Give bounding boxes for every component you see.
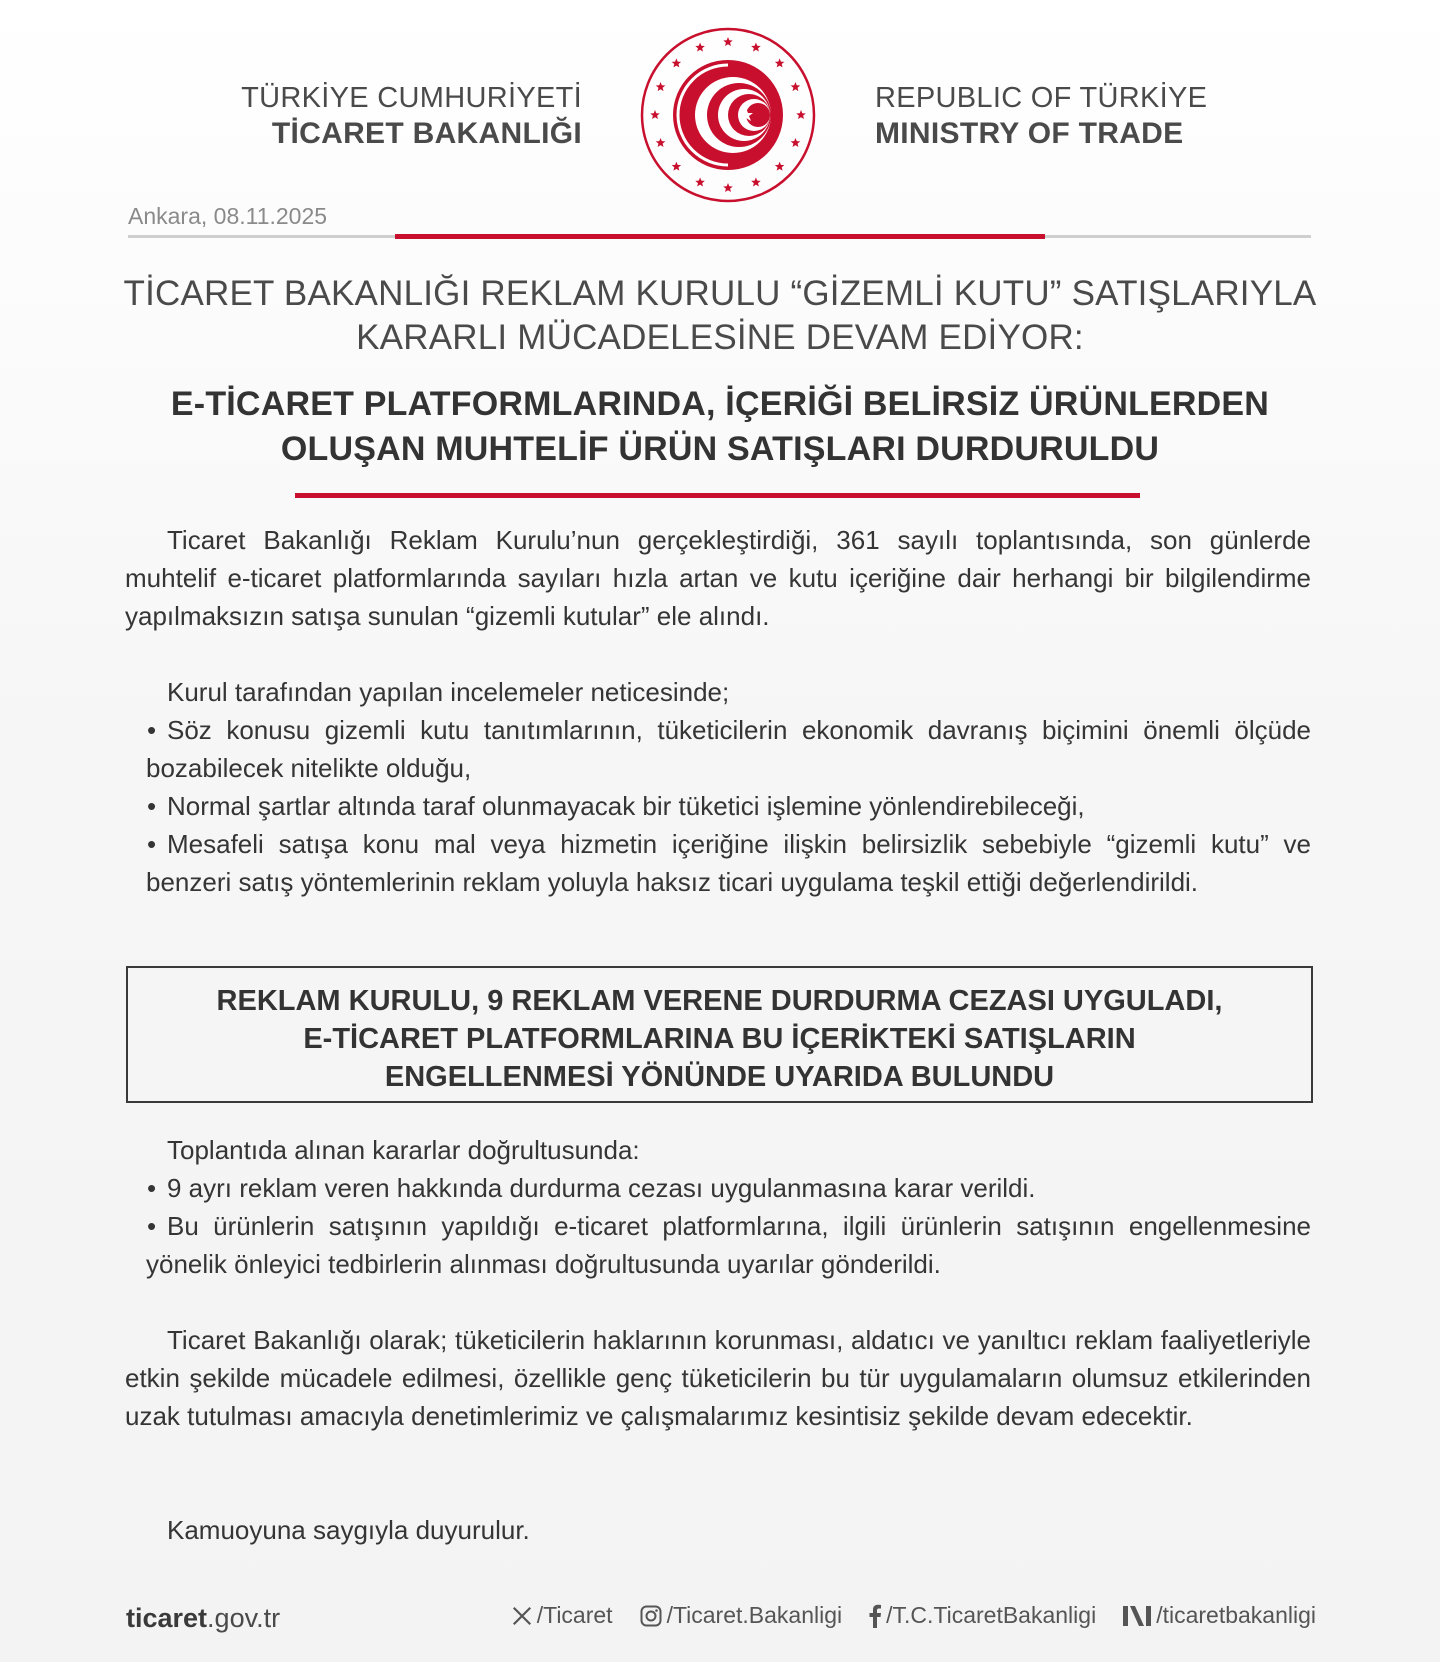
social-facebook[interactable]: /T.C.TicaretBakanligi	[868, 1602, 1096, 1629]
paragraph-commitment	[125, 1321, 1311, 1435]
release-date: Ankara, 08.11.2025	[128, 203, 328, 229]
emblem-star-icon	[751, 177, 761, 186]
header-en-line2: MINISTRY OF TRADE	[875, 117, 1184, 150]
emblem-star-icon	[695, 177, 705, 186]
emblem-star-icon	[695, 43, 705, 52]
social-x[interactable]: /Ticaret	[511, 1602, 613, 1629]
highlight-line2: E-TİCARET PLATFORMLARINA BU İÇERİKTEKİ SATIŞLARIN	[303, 1023, 1136, 1055]
headline-line1: E-TİCARET PLATFORMLARINDA, İÇERİĞİ BELİRSİZ ÜRÜNLERDEN	[170, 385, 1270, 423]
social-nsosyal[interactable]: /ticaretbakanligi	[1122, 1602, 1316, 1629]
emblem-star-icon	[791, 82, 801, 91]
social-instagram[interactable]: /Ticaret.Bakanligi	[639, 1602, 843, 1629]
highlight-box	[126, 966, 1313, 1103]
nsosyal-icon	[1122, 1605, 1152, 1627]
header-turkish	[241, 80, 582, 152]
paragraph-intro	[125, 521, 1311, 635]
list-item: • Mesafeli satışa konu mal veya hizmetin içeriğine ilişkin belirsizlik sebebiyle “gizemli kutu” ve benzeri satış yöntemlerinin reklam yoluyla haksız ticari uygulama teşkil ettiği değerlendirildi.	[146, 829, 1311, 897]
subtitle	[80, 272, 1360, 360]
headline	[80, 382, 1360, 472]
emblem-star-icon	[723, 183, 733, 192]
emblem-star-icon	[775, 162, 785, 171]
emblem-star-icon	[672, 58, 682, 67]
facebook-icon	[868, 1604, 882, 1628]
list-item: • Söz konusu gizemli kutu tanıtımlarının, tüketicilerin ekonomik davranış biçimini önemli ölçüde bozabilecek nitelikte olduğu,	[146, 715, 1311, 783]
emblem-star-icon	[650, 110, 660, 119]
findings-list	[125, 673, 1311, 901]
highlight-line3: ENGELLENMESİ YÖNÜNDE UYARIDA BULUNDU	[384, 1061, 1055, 1093]
decisions-intro: Toplantıda alınan kararlar doğrultusunda:	[167, 1135, 640, 1165]
subtitle-line1: TİCARET BAKANLIĞI REKLAM KURULU “GİZEMLİ KUTU” SATIŞLARIYLA	[123, 274, 1317, 313]
header-english	[875, 80, 1207, 152]
header-en-line1: REPUBLIC OF TÜRKİYE	[875, 82, 1208, 114]
emblem-star-icon	[775, 58, 785, 67]
emblem-star-icon	[656, 82, 666, 91]
divider-red-mid	[295, 493, 1140, 498]
emblem-star-icon	[791, 138, 801, 147]
paragraph-commitment-text: Ticaret Bakanlığı olarak; tüketicilerin haklarının korunması, aldatıcı ve yanıltıcı reklam faaliyetleriyle etkin şekilde mücadele edilmesi, özellikle genç tüketicilerin bu tür uygulamaların olumsuz etkilerinden uzak tutulması amacıyla denetimlerimiz ve çalışmalarımız kesintisiz şekilde devam edecektir.	[125, 1325, 1311, 1431]
website-link[interactable]: ticaret.gov.tr	[126, 1603, 281, 1633]
emblem-star-icon	[796, 110, 806, 119]
header-tr-line1: TÜRKİYE CUMHURİYETİ	[241, 82, 582, 114]
emblem-star-icon	[672, 162, 682, 171]
instagram-icon	[639, 1604, 663, 1628]
highlight-line1: REKLAM KURULU, 9 REKLAM VERENE DURDURMA CEZASI UYGULADI,	[216, 985, 1223, 1017]
list-item: • Normal şartlar altında taraf olunmayacak bir tüketici işlemine yönlendirebileceği,	[147, 791, 1085, 821]
header-tr-line2: TİCARET BAKANLIĞI	[271, 117, 582, 150]
closing-line: Kamuoyuna saygıyla duyurulur.	[167, 1515, 530, 1545]
social-links	[511, 1602, 1316, 1629]
emblem-star-icon	[751, 43, 761, 52]
paragraph-intro-text: Ticaret Bakanlığı Reklam Kurulu’nun gerçekleştirdiği, 361 sayılı toplantısında, son günlerde muhtelif e-ticaret platformlarında sayıları hızla artan ve kutu içeriğine dair herhangi bir bilgilendirme yapılmaksızın satışa sunulan “gizemli kutular” ele alındı.	[125, 525, 1311, 631]
list-item: • Bu ürünlerin satışının yapıldığı e-ticaret platformlarına, ilgili ürünlerin satışının engellenmesine yönelik önleyici tedbirlerin alınması doğrultusunda uyarılar gönderildi.	[146, 1211, 1311, 1279]
decisions-list	[125, 1131, 1311, 1283]
findings-intro: Kurul tarafından yapılan incelemeler neticesinde;	[167, 677, 730, 707]
ministry-emblem-icon	[638, 25, 818, 205]
subtitle-line2: KARARLI MÜCADELESİNE DEVAM EDİYOR:	[356, 318, 1084, 357]
headline-line2: OLUŞAN MUHTELİF ÜRÜN SATIŞLARI DURDURULDU	[280, 430, 1160, 468]
list-item: • 9 ayrı reklam veren hakkında durdurma cezası uygulanmasına karar verildi.	[147, 1173, 1036, 1203]
emblem-star-icon	[723, 37, 733, 46]
emblem-star-icon	[656, 138, 666, 147]
divider-red-top	[395, 234, 1045, 239]
x-icon	[511, 1605, 533, 1627]
